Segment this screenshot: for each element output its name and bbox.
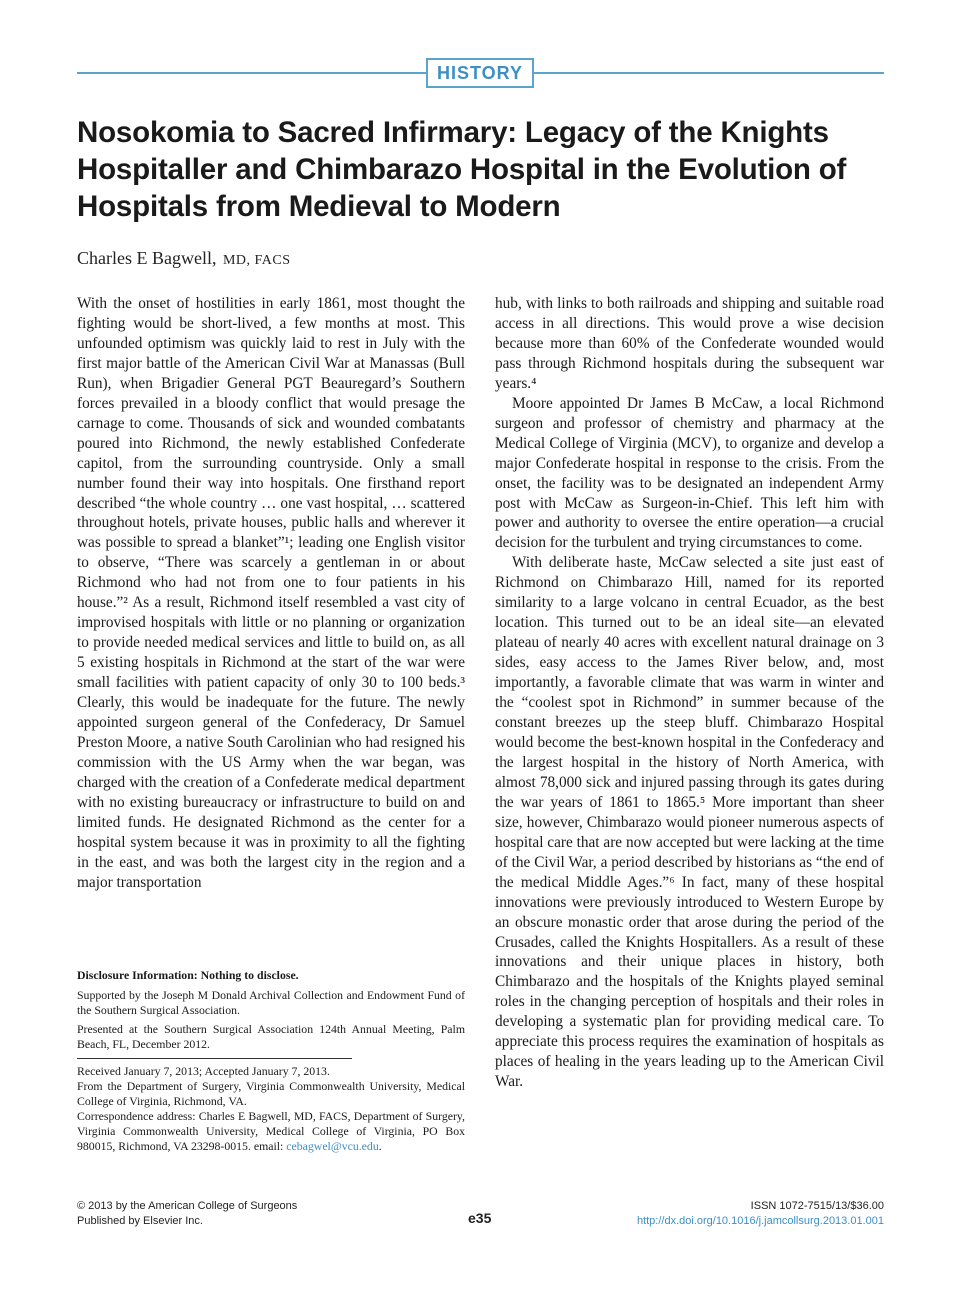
- author-line: [77, 248, 291, 269]
- presented-note: Presented at the Southern Surgical Association 124th Annual Meeting, Palm Beach, FL, December 2012.: [77, 1022, 465, 1051]
- body-column-left: [77, 294, 465, 893]
- received-note: Received January 7, 2013; Accepted January 7, 2013.: [77, 1064, 330, 1078]
- author-name: Charles E Bagwell,: [77, 248, 217, 268]
- correspondence-text: Correspondence address: Charles E Bagwell, MD, FACS, Department of Surgery, Virginia Commonwealth University, Medical College of Virginia, PO Box 980015, Richmond, VA 23298-0015. email:: [77, 1109, 465, 1153]
- footer-right: [637, 1199, 884, 1229]
- body-column-right: [495, 294, 884, 1092]
- disclosure-note: Disclosure Information: Nothing to disclose.: [77, 968, 299, 982]
- front-matter-notes: [77, 968, 465, 1154]
- publisher-text: Published by Elsevier Inc.: [77, 1215, 203, 1227]
- doi-link[interactable]: http://dx.doi.org/10.1016/j.jamcollsurg.2013.01.001: [636, 1215, 884, 1227]
- affiliation-note: From the Department of Surgery, Virginia Commonwealth University, Medical College of Virginia, Richmond, VA.: [77, 1079, 465, 1108]
- page-number: e35: [468, 1210, 492, 1226]
- correspondence-note: [77, 1109, 465, 1154]
- header-rule-right: [534, 72, 884, 74]
- author-credentials: MD, FACS: [222, 253, 291, 268]
- email-suffix: .: [378, 1139, 382, 1153]
- section-tag: HISTORY: [426, 58, 534, 88]
- body-paragraph: With the onset of hostilities in early 1861, most thought the fighting would be short-lived, a few months at most. This unfounded optimism was quickly laid to rest in July with the first major battle of the American Civil War at Manassas (Bull Run), when Brigadier General PGT Beauregard’s Southern forces prevailed in a bloody conflict that would presage the carnage to come. Thousands of sick and wounded combatants poured into Richmond, the newly established Confederate capitol, from the surrounding countryside. Only a small number found their way into hospitals. One firsthand report described “the whole country … one vast hospital, … scattered throughout hotels, private houses, public halls and wherever it was possible to spread a blanket”¹; leading one English visitor to observe, “There was scarcely a gentleman in or about Richmond who had not from one to four patients in his house.”² As a result, Richmond itself resembled a vast city of improvised hospitals with little or no planning or organization to provide needed medical services and little to build on, as all 5 existing hospitals in Richmond at the start of the war were small facilities with patient capacity of only 30 to 100 beds.³ Clearly, this would be inadequate for the future. The newly appointed surgeon general of the Confederacy, Dr Samuel Preston Moore, a native South Carolinian who had resigned his commission with the US Army when the war began, was charged with the creation of a Confederate medical department with no existing bureaucracy or infrastructure to build on and limited funds. He designated Richmond as the center for a hospital system because it was in proximity to all the fighting in the east, and was both the largest city in the region and a major transportation: [77, 295, 465, 891]
- copyright-text: © 2013 by the American College of Surgeons: [77, 1200, 298, 1212]
- notes-divider: [77, 1058, 352, 1059]
- body-paragraph: Moore appointed Dr James B McCaw, a local Richmond surgeon and professor of chemistry and pharmacy at the Medical College of Virginia (MCV), to organize and develop a major Confederate hospital in response to the crisis. From the onset, the facility was to be designated an independent Army post with McCaw as Surgeon-in-Chief. This left him with power and authority to oversee the entire operation—a crucial decision for the turbulent and trying circumstances to come.: [495, 394, 884, 552]
- body-paragraph: With deliberate haste, McCaw selected a site just east of Richmond on Chimbarazo Hill, named for its reported similarity to a large volcano in central Ecuador, as the best location. This turned out to be an ideal site—an elevated plateau of nearly 40 acres with excellent natural drainage on 3 sides, easy access to the James River below, and, most importantly, a favorable climate that was warm in winter and the “coolest spot in Richmond” in summer because of the constant breezes up the steep bluff. Chimbarazo Hospital would become the best-known hospital in the Confederacy and the largest hospital in the history of North America, with almost 78,000 sick and injured passing through its gates during the war years of 1861 to 1865.⁵ More important than sheer size, however, Chimbarazo would pioneer numerous aspects of hospital care that are now accepted but were lacking at the time of the Civil War, a period described by historians as “the end of the medical Middle Ages.”⁶ In fact, many of these hospital innovations were previously introduced to Western Europe by an obscure monastic order that arose during the period of the Crusades, called the Knights Hospitallers. As a result of these innovations and their unique places in history, both Chimbarazo and the hospitals of the Knights played seminal roles in the changing perception of hospitals and their roles in developing a systematic plan for providing medical care. To appreciate this process requires the examination of hospitals as places of healing in the years leading up to the American Civil War.: [495, 554, 884, 1091]
- body-paragraph: hub, with links to both railroads and shipping and suitable road access in all directions. This would prove a wise decision because more than 60% of the Confederate wounded would pass through Richmond hospitals during the subsequent war years.⁴: [495, 295, 884, 392]
- article-title: Nosokomia to Sacred Infirmary: Legacy of the Knights Hospitaller and Chimbarazo Hospital in the Evolution of Hospitals from Medieval to Modern: [77, 116, 847, 223]
- page-footer: [77, 1199, 884, 1233]
- support-note: Supported by the Joseph M Donald Archival Collection and Endowment Fund of the Southern Surgical Association.: [77, 988, 465, 1017]
- issn-text: ISSN 1072-7515/13/$36.00: [750, 1200, 884, 1212]
- email-link[interactable]: cebagwel@vcu.edu: [286, 1139, 379, 1153]
- footer-left: [77, 1199, 297, 1229]
- header-rule-left: [77, 72, 426, 74]
